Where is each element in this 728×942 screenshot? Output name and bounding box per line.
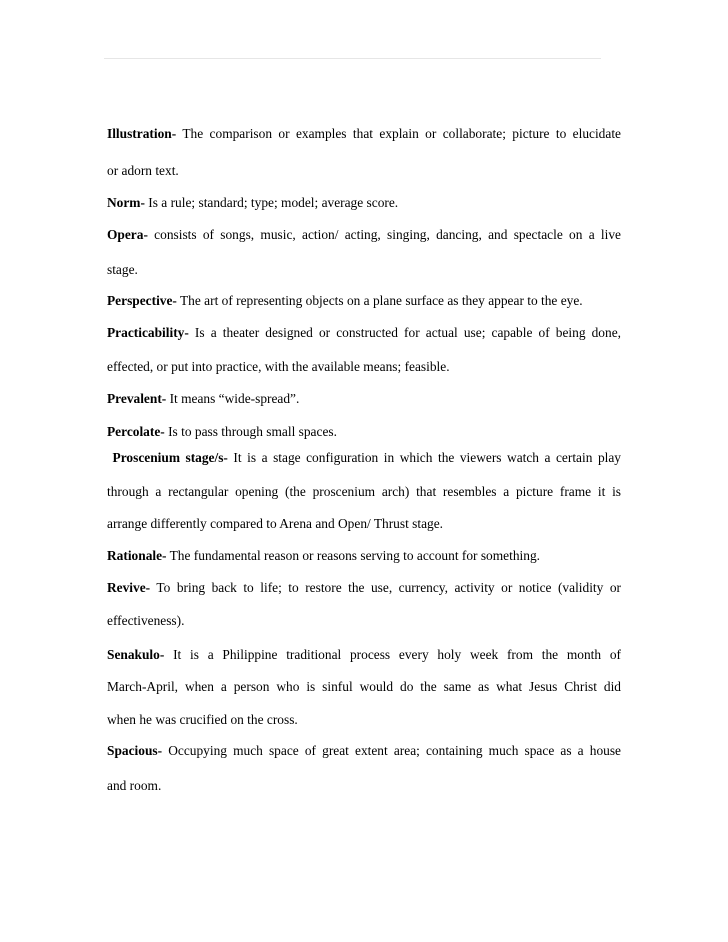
entry-opera-line-1: Opera- consists of songs, music, action/ acting, singing, dancing, and spectacle on a live — [107, 227, 621, 242]
term-perspective: Perspective- — [107, 293, 177, 308]
entry-proscenium-line-1: Proscenium stage/s- It is a stage configuration in which the viewers watch a certain play — [107, 450, 621, 465]
header-rule — [104, 58, 601, 59]
entry-opera-line-2: stage. — [107, 262, 138, 277]
term-percolate: Percolate- — [107, 424, 165, 439]
term-revive: Revive- — [107, 580, 151, 595]
entry-illustration-line-2: or adorn text. — [107, 163, 179, 178]
term-illustration: Illustration- — [107, 126, 177, 141]
term-opera: Opera- — [107, 227, 148, 242]
entry-percolate-line-1: Percolate- Is to pass through small spaces. — [107, 424, 337, 439]
entry-practicability-line-2: effected, or put into practice, with the available means; feasible. — [107, 359, 450, 374]
entry-spacious-line-2: and room. — [107, 778, 162, 793]
entry-rationale-line-1: Rationale- The fundamental reason or reasons serving to account for something. — [107, 548, 540, 563]
term-prevalent: Prevalent- — [107, 391, 167, 406]
entry-proscenium-line-2: through a rectangular opening (the proscenium arch) that resembles a picture frame it is — [107, 484, 621, 499]
entry-senakulo-line-3: when he was crucified on the cross. — [107, 712, 298, 727]
entry-illustration-line-1: Illustration- The comparison or examples that explain or collaborate; picture to elucidate — [107, 126, 621, 141]
term-proscenium: Proscenium stage/s- — [107, 450, 228, 465]
entry-perspective-line-1: Perspective- The art of representing objects on a plane surface as they appear to the eye. — [107, 293, 583, 308]
term-norm: Norm- — [107, 195, 145, 210]
entry-revive-line-1: Revive- To bring back to life; to restore the use, currency, activity or notice (validity or — [107, 580, 621, 595]
entry-proscenium-line-3: arrange differently compared to Arena and Open/ Thrust stage. — [107, 516, 444, 531]
entry-practicability-line-1: Practicability- Is a theater designed or constructed for actual use; capable of being done, — [107, 325, 621, 340]
entry-prevalent-line-1: Prevalent- It means “wide-spread”. — [107, 391, 300, 406]
entry-norm-line-1: Norm- Is a rule; standard; type; model; average score. — [107, 195, 399, 210]
term-rationale: Rationale- — [107, 548, 167, 563]
term-senakulo: Senakulo- — [107, 647, 165, 662]
term-spacious: Spacious- — [107, 743, 163, 758]
entry-senakulo-line-1: Senakulo- It is a Philippine traditional process every holy week from the month of — [107, 647, 621, 662]
entry-spacious-line-1: Spacious- Occupying much space of great extent area; containing much space as a house — [107, 743, 621, 758]
entry-senakulo-line-2: March-April, when a person who is sinful would do the same as what Jesus Christ did — [107, 679, 621, 694]
entry-revive-line-2: effectiveness). — [107, 613, 185, 628]
term-practicability: Practicability- — [107, 325, 189, 340]
